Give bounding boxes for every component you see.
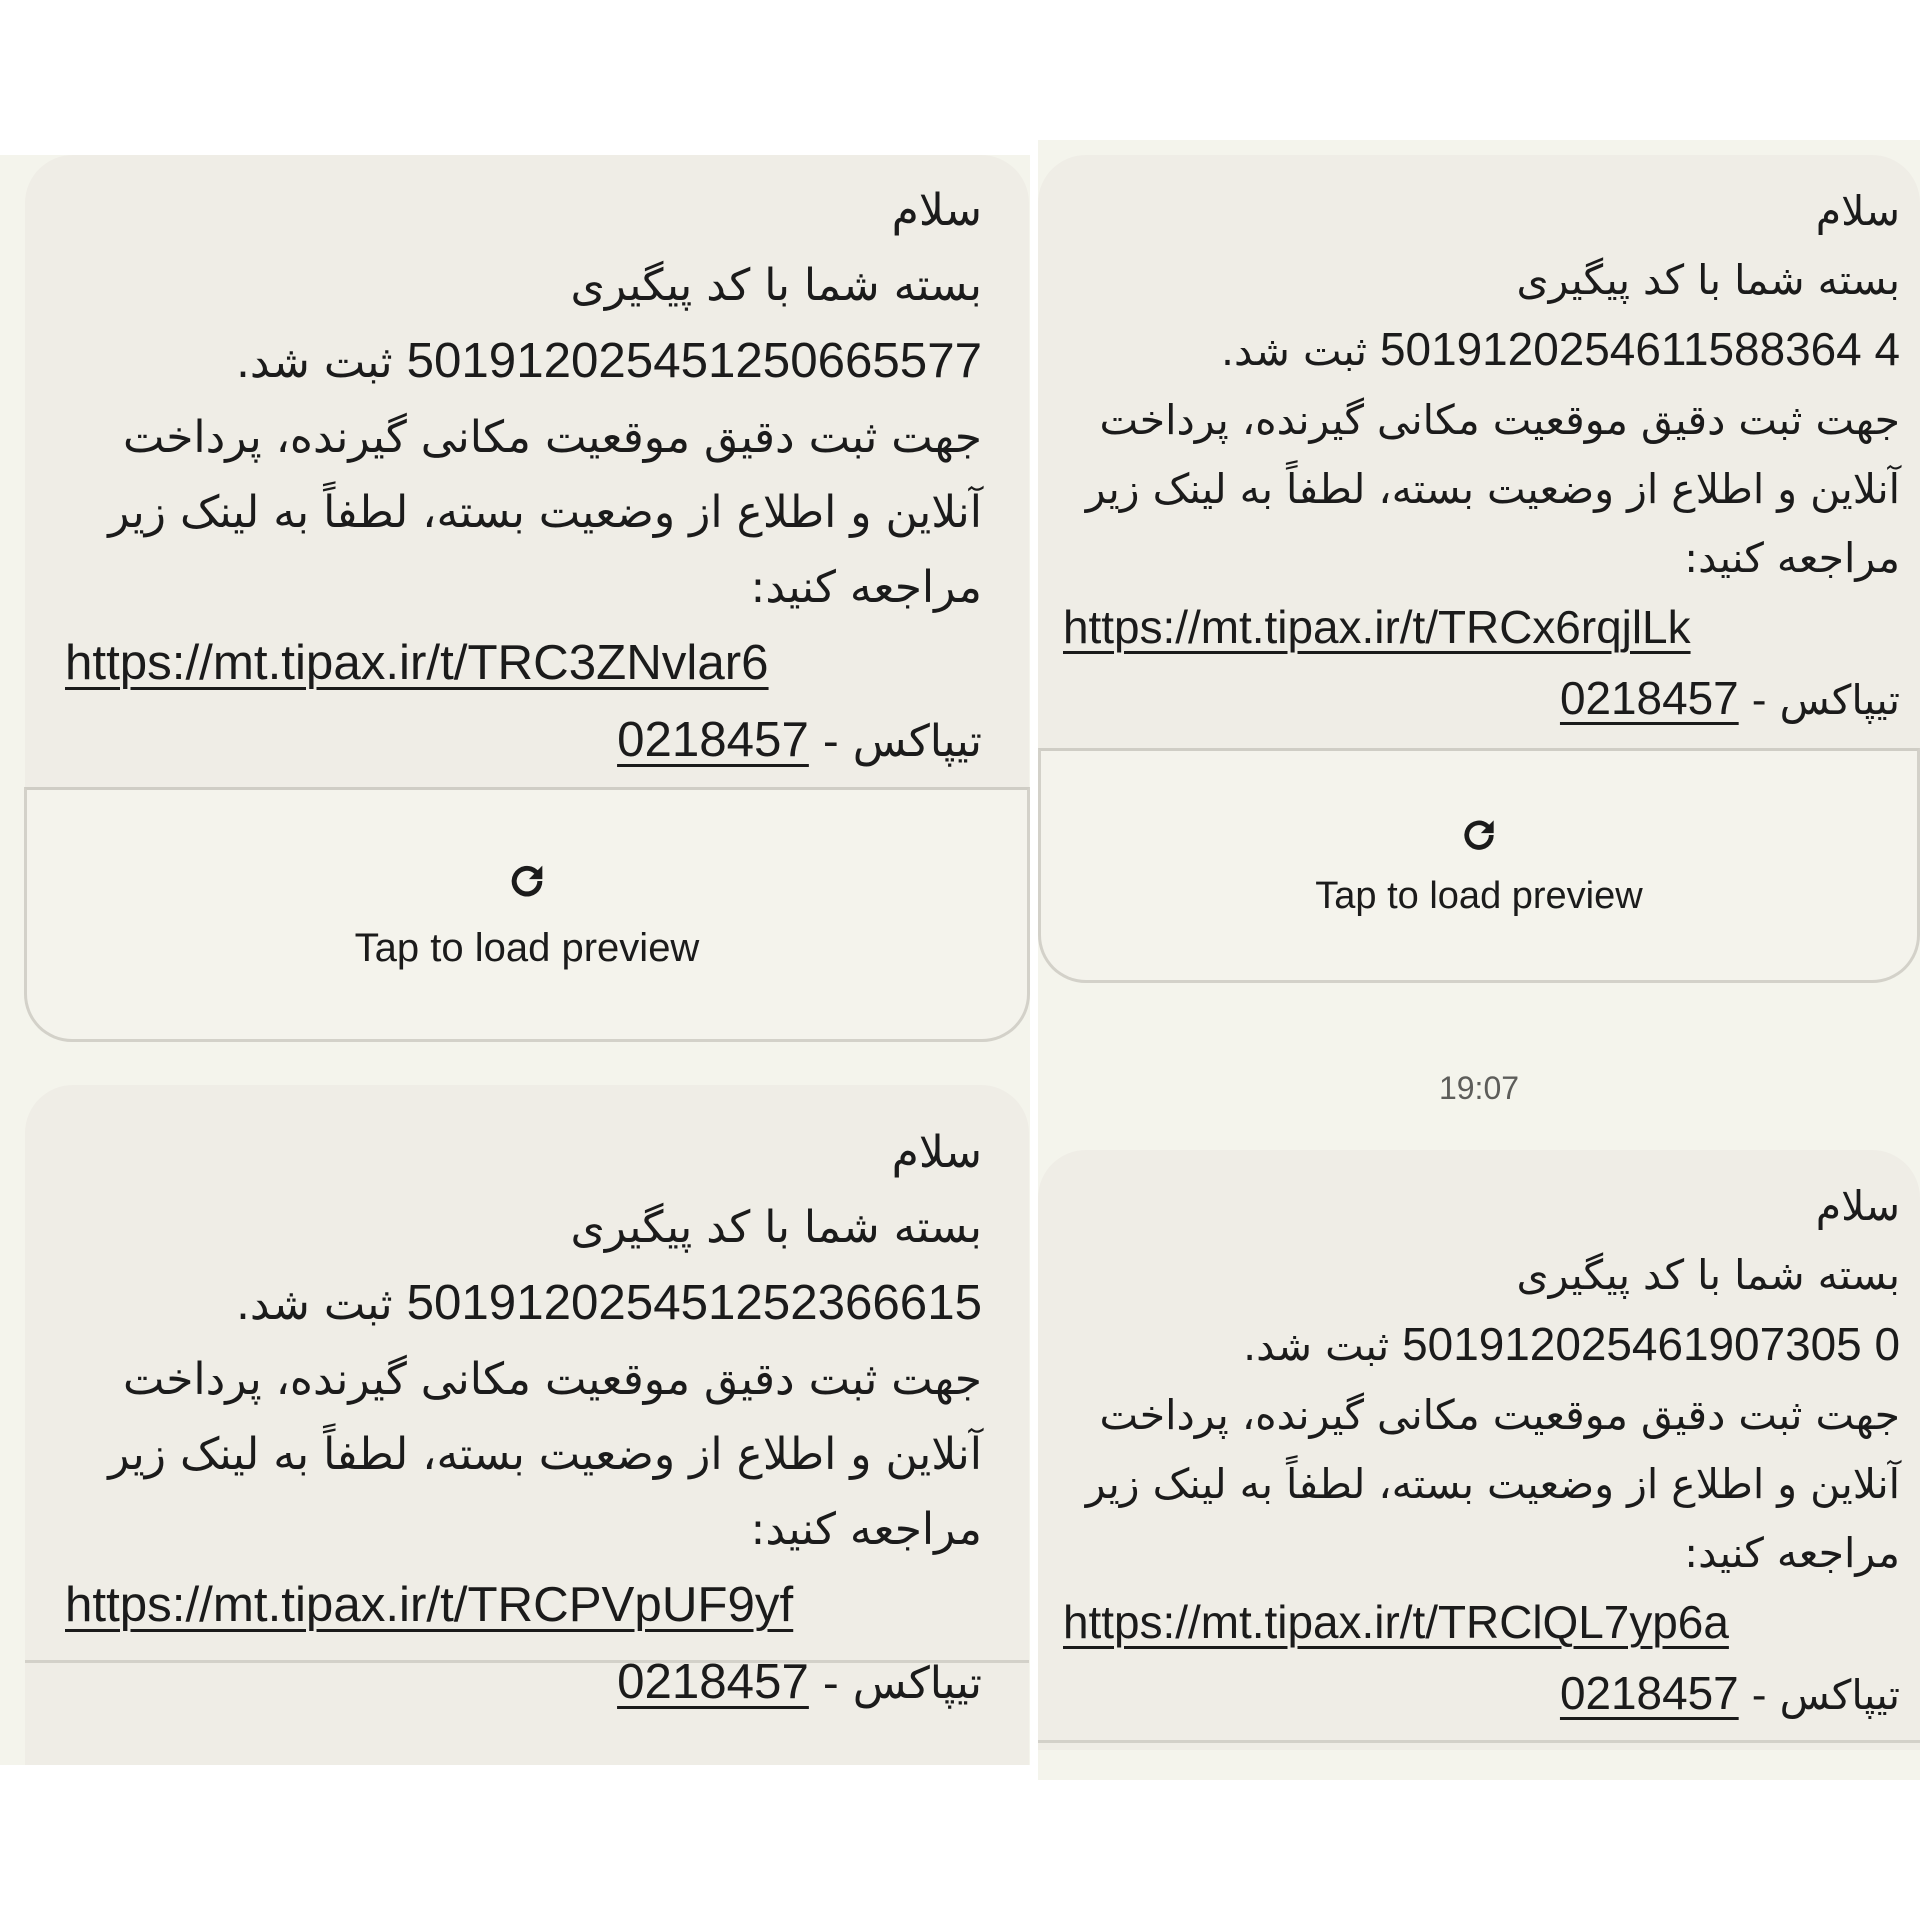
sender-line — [1063, 664, 1900, 735]
registered-text: ثبت شد. — [1221, 327, 1367, 375]
refer-line: مراجعه کنید: — [750, 562, 982, 613]
online-line: آنلاین و اطلاع از وضعیت بسته، لطفاً به لینک زیر — [1085, 465, 1900, 513]
tracking-line — [1063, 1310, 1900, 1381]
refer-line: مراجعه کنید: — [1684, 534, 1900, 582]
sender-line — [1063, 1659, 1900, 1730]
tracking-link[interactable]: https://mt.tipax.ir/t/TRCPVpUF9yf — [65, 1577, 794, 1632]
load-preview-label: Tap to load preview — [1315, 875, 1643, 917]
purpose-line: جهت ثبت دقیق موقعیت مکانی گیرنده، پرداخت — [122, 412, 982, 463]
tracking-line — [1063, 315, 1900, 386]
tracking-code: 501912025461907305 0 — [1402, 1318, 1900, 1370]
online-line: آنلاین و اطلاع از وضعیت بسته، لطفاً به لینک زیر — [108, 1429, 982, 1480]
reload-icon — [504, 858, 550, 904]
online-line: آنلاین و اطلاع از وضعیت بسته، لطفاً به لینک زیر — [108, 487, 982, 538]
preview-divider — [25, 1660, 1029, 1663]
tracking-link[interactable]: https://mt.tipax.ir/t/TRC3ZNvlar6 — [65, 635, 769, 690]
intro-line: بسته شما با کد پیگیری — [570, 1202, 982, 1253]
intro-line: بسته شما با کد پیگیری — [1516, 256, 1900, 304]
tracking-code: 501912025451250665577 — [406, 333, 982, 388]
intro-line: بسته شما با کد پیگیری — [1516, 1251, 1900, 1299]
online-line: آنلاین و اطلاع از وضعیت بسته، لطفاً به لینک زیر — [1085, 1460, 1900, 1508]
tracking-link[interactable]: https://mt.tipax.ir/t/TRCx6rqjlLk — [1063, 601, 1691, 653]
message-bubble[interactable] — [25, 1085, 1029, 1765]
link-preview-card[interactable] — [24, 787, 1030, 1042]
sender-separator: - — [1751, 1671, 1767, 1719]
intro-line: بسته شما با کد پیگیری — [570, 260, 982, 311]
purpose-line: جهت ثبت دقیق موقعیت مکانی گیرنده، پرداخت — [1099, 1391, 1900, 1439]
sender-name: تیپاکس — [1779, 676, 1900, 724]
greeting: سلام — [891, 185, 982, 236]
sender-line — [65, 1644, 982, 1721]
sender-phone-link[interactable]: 0218457 — [617, 712, 809, 767]
sender-line — [65, 702, 982, 779]
tracking-line — [65, 1265, 982, 1342]
screenshot-left — [0, 155, 1030, 1765]
purpose-line: جهت ثبت دقیق موقعیت مکانی گیرنده، پرداخت — [1099, 396, 1900, 444]
sender-name: تیپاکس — [852, 1658, 982, 1709]
sender-phone-link[interactable]: 0218457 — [1559, 1667, 1739, 1719]
message-bubble[interactable] — [25, 155, 1029, 788]
sender-phone-link[interactable]: 0218457 — [1559, 672, 1739, 724]
message-timestamp: 19:07 — [1438, 1070, 1520, 1106]
sender-name: تیپاکس — [1779, 1671, 1900, 1719]
message-bubble[interactable] — [1038, 155, 1920, 750]
sender-separator: - — [1751, 676, 1767, 724]
greeting: سلام — [1815, 1182, 1900, 1230]
registered-text: ثبت شد. — [235, 337, 393, 388]
registered-text: ثبت شد. — [235, 1279, 393, 1330]
sender-phone-link[interactable]: 0218457 — [617, 1654, 809, 1709]
screenshot-right — [1038, 140, 1920, 1780]
sender-separator: - — [822, 716, 839, 767]
link-preview-card[interactable] — [1038, 748, 1920, 983]
greeting: سلام — [891, 1127, 982, 1178]
sender-separator: - — [822, 1658, 839, 1709]
purpose-line: جهت ثبت دقیق موقعیت مکانی گیرنده، پرداخت — [122, 1354, 982, 1405]
tracking-line — [65, 323, 982, 400]
reload-icon — [1457, 813, 1501, 857]
greeting: سلام — [1815, 187, 1900, 235]
message-bubble[interactable] — [1038, 1150, 1920, 1750]
registered-text: ثبت شد. — [1243, 1322, 1390, 1370]
refer-line: مراجعه کنید: — [1684, 1529, 1900, 1577]
sender-name: تیپاکس — [852, 716, 982, 767]
refer-line: مراجعه کنید: — [750, 1504, 982, 1555]
load-preview-label: Tap to load preview — [354, 926, 700, 970]
preview-divider — [1038, 1740, 1920, 1743]
tracking-code: 5019120254611588364 4 — [1380, 323, 1900, 375]
tracking-code: 501912025451252366615 — [406, 1275, 982, 1330]
tracking-link[interactable]: https://mt.tipax.ir/t/TRClQL7yp6a — [1063, 1596, 1729, 1648]
